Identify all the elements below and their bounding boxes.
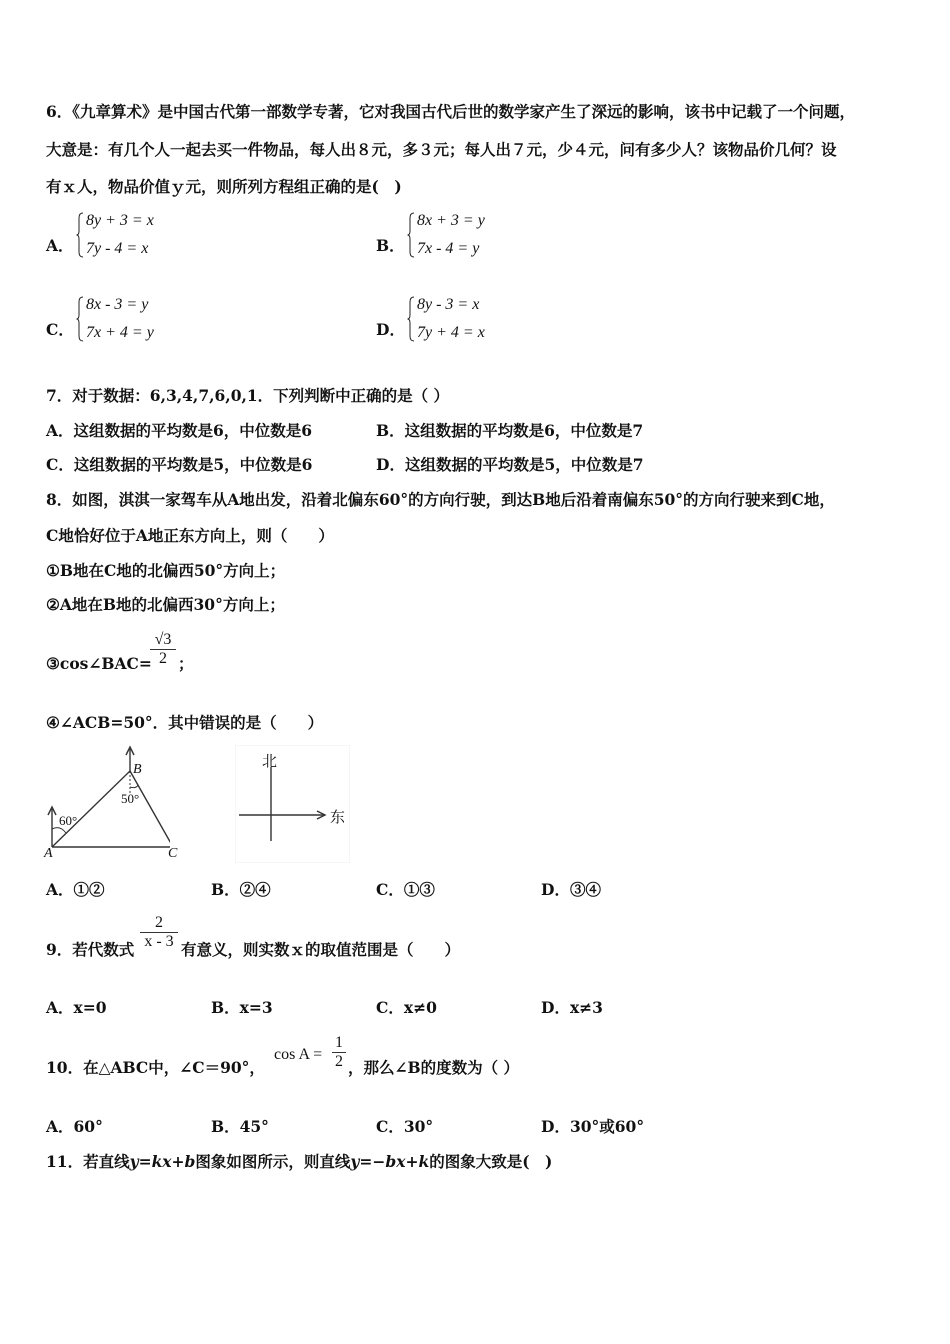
q8-s3-fraction: [150, 631, 176, 668]
q8-statement-3-suffix: ；: [178, 654, 194, 673]
q8-compass-figure: [235, 745, 350, 863]
segment-bc: [130, 771, 170, 847]
q7-option-b: B．这组数据的平均数是6，中位数是7: [376, 421, 644, 440]
q8-fig-east-label: 东: [330, 810, 346, 826]
q7-option-c: C．这组数据的平均数是5，中位数是6: [46, 455, 313, 474]
q8-triangle-figure: [40, 745, 170, 870]
q6-stem-line3: 有ｘ人，物品价值ｙ元，则所列方程组正确的是( ): [46, 177, 402, 196]
brace-icon: [76, 212, 84, 258]
q8-option-c: C．①③: [376, 880, 435, 899]
q6-c-eq1: 8x - 3 = y: [86, 296, 149, 313]
q7-option-d: D．这组数据的平均数是5，中位数是7: [376, 455, 644, 474]
q8-stem-line1: 8．如图，淇淇一家驾车从A地出发，沿着北偏东60°的方向行驶，到达B地后沿着南偏东50°的方向行驶来到C地，: [46, 490, 835, 509]
q6-stem-line1: 6．《九章算术》是中国古代第一部数学专著，它对我国古代后世的数学家产生了深远的影响，该书中记载了一个问题，: [46, 102, 856, 121]
q8-statement-4: ④∠ACB=50°．其中错误的是（ ）: [46, 713, 324, 732]
q10-option-a: A．60°: [46, 1117, 103, 1136]
q8-statement-2: ②A地在B地的北偏西30°方向上；: [46, 595, 285, 614]
q9-option-c: C．x≠0: [376, 998, 437, 1017]
q9-option-a: A．x=0: [46, 998, 107, 1017]
q8-stem-line2: C地恰好位于A地正东方向上，则（ ）: [46, 526, 334, 545]
q8-fig-label-b: B: [133, 762, 142, 777]
q10-numerator: 1: [335, 1034, 343, 1051]
q11-equation-2: y=−bx+k: [350, 1152, 430, 1171]
q9-stem-prefix: 9．若代数式: [46, 940, 135, 959]
q10-stem-prefix: 10．在△ABC中，∠C＝90°，: [46, 1058, 265, 1077]
q9-stem-suffix: 有意义，则实数ｘ的取值范围是（ ）: [181, 940, 461, 959]
q6-option-d-label: D．: [376, 320, 405, 339]
q6-d-eq2: 7y + 4 = x: [417, 324, 485, 341]
q6-option-a-label: A．: [46, 236, 74, 255]
q8-fig-north-label: 北: [262, 754, 278, 770]
q6-c-eq2: 7x + 4 = y: [86, 324, 154, 341]
q9-numerator: 2: [155, 914, 163, 931]
q10-option-d: D．30°或60°: [541, 1117, 645, 1136]
brace-icon: [76, 296, 84, 342]
q6-option-c-label: C．: [46, 320, 74, 339]
q6-a-eq1: 8y + 3 = x: [86, 212, 154, 229]
q7-stem: 7．对于数据：6,3,4,7,6,0,1．下列判断中正确的是（ ）: [46, 386, 450, 405]
q6-b-eq2: 7x - 4 = y: [417, 240, 480, 257]
q10-fraction: [332, 1034, 346, 1071]
q8-option-a: A．①②: [46, 880, 105, 899]
q9-denominator: x - 3: [144, 933, 174, 950]
q11-equation-1: y=kx+b: [129, 1152, 196, 1171]
brace-icon: [407, 296, 415, 342]
q8-s3-numerator: √3: [154, 631, 172, 648]
q10-denominator: 2: [335, 1053, 343, 1070]
q8-option-b: B．②④: [211, 880, 271, 899]
angle-arc-b: [130, 785, 138, 788]
q10-cos-a: cos A =: [274, 1046, 323, 1063]
q8-option-d: D．③④: [541, 880, 601, 899]
q6-option-b-label: B．: [376, 236, 405, 255]
brace-icon: [407, 212, 415, 258]
q8-fig-angle-60: 60°: [59, 813, 78, 828]
q8-fig-label-a: A: [44, 846, 53, 861]
q11-stem: [46, 1152, 552, 1172]
q6-a-eq2: 7y - 4 = x: [86, 240, 149, 257]
q8-fig-angle-50: 50°: [121, 791, 140, 806]
q11-stem-suffix: 的图象大致是( ): [429, 1152, 553, 1171]
q10-option-b: B．45°: [211, 1117, 269, 1136]
q9-fraction: [140, 914, 178, 951]
q6-b-eq1: 8x + 3 = y: [417, 212, 485, 229]
q8-statement-3-prefix: ③cos∠BAC=: [46, 654, 152, 673]
q10-stem-suffix: ，那么∠B的度数为（ ）: [348, 1058, 519, 1077]
q10-option-c: C．30°: [376, 1117, 434, 1136]
q9-option-d: D．x≠3: [541, 998, 603, 1017]
q8-fig-label-c: C: [168, 846, 178, 861]
segment-ab: [52, 771, 130, 847]
q7-option-a: A．这组数据的平均数是6，中位数是6: [46, 421, 313, 440]
q8-s3-denominator: 2: [159, 650, 167, 667]
q11-stem-middle: 图象如图所示，则直线: [195, 1152, 351, 1171]
q6-d-eq1: 8y - 3 = x: [417, 296, 480, 313]
q9-option-b: B．x=3: [211, 998, 273, 1017]
q11-stem-prefix: 11．若直线: [46, 1152, 130, 1171]
q8-statement-1: ①B地在C地的北偏西50°方向上；: [46, 561, 286, 580]
q6-stem-line2: 大意是：有几个人一起去买一件物品，每人出８元，多３元；每人出７元，少４元，问有多少人？该物品价几何？设: [46, 140, 837, 159]
